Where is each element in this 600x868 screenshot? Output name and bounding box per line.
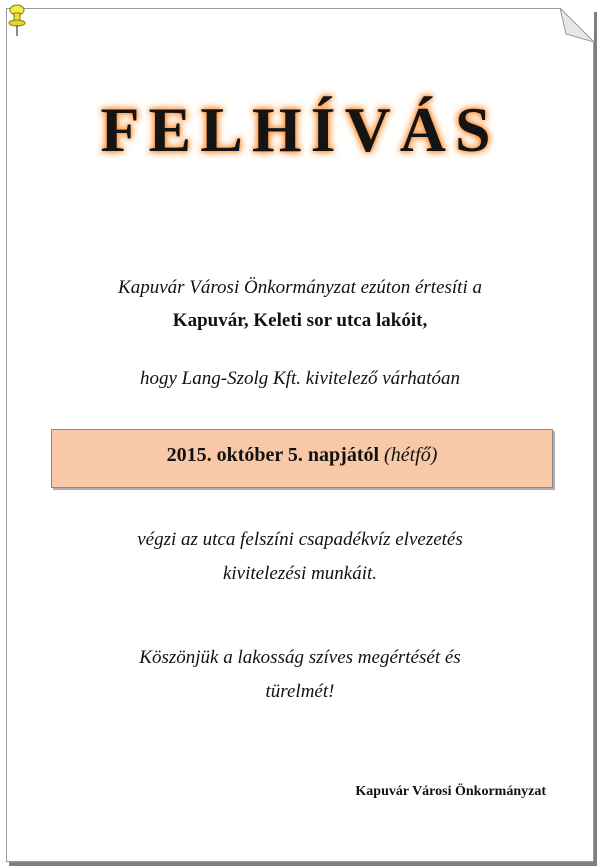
thanks-line-2: türelmét! [265,681,335,702]
date-band [51,429,553,488]
notice-title: FELHÍVÁS [100,94,500,165]
date-day: (hétfő) [384,444,438,466]
notice-sheet [6,8,594,862]
signature: Kapuvár Városi Önkormányzat [355,784,546,799]
thanks-line-1: Köszönjük a lakosság szíves megértését és [139,647,461,668]
work-line-2: kivitelezési munkáit. [222,563,378,584]
addressee-line: Kapuvár, Keleti sor utca lakóit, [172,310,428,331]
date-text [52,444,552,467]
contractor-line: hogy Lang-Szolg Kft. kivitelező várhatóan [140,368,460,389]
intro-line: Kapuvár Városi Önkormányzat ezúton értesíti a [118,277,482,298]
page-curl-icon [560,8,594,42]
pushpin-icon [6,4,28,38]
date-bold: 2015. október 5. napjától [166,444,380,466]
work-line-1: végzi az utca felszíni csapadékvíz elvezetés [137,529,463,550]
